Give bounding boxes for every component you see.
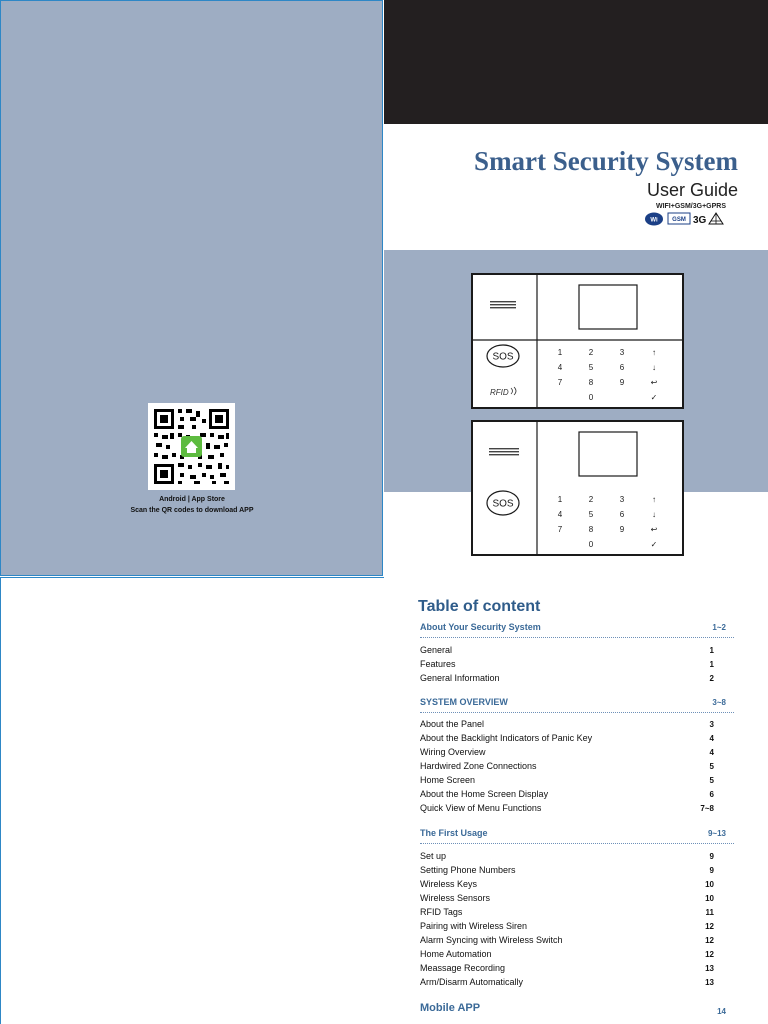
toc-item: Pairing with Wireless Siren xyxy=(420,921,528,931)
toc-item: Wireless Keys xyxy=(420,879,478,889)
toc-item: About the Home Screen Display xyxy=(420,789,549,799)
keypad-key: 9 xyxy=(619,378,625,387)
toc-item: Features xyxy=(420,659,456,669)
toc-item-page: 7~8 xyxy=(700,804,714,813)
toc-item: Meassage Recording xyxy=(420,963,506,973)
keypad-key: 1 xyxy=(557,495,563,504)
keypad-key: 0 xyxy=(588,393,594,402)
toc-item-page: 4 xyxy=(709,748,714,757)
toc-section-rule xyxy=(420,637,734,638)
toc-section-pages: 3~8 xyxy=(712,698,726,707)
toc-section-pages: 9~13 xyxy=(707,829,726,838)
keypad-key: 9 xyxy=(619,525,625,534)
qr-code xyxy=(148,403,235,490)
toc-item-page: 5 xyxy=(709,762,714,771)
svg-text:GSM: GSM xyxy=(672,217,686,223)
speaker-grille-icon xyxy=(490,301,516,308)
keypad-key: 4 xyxy=(557,510,563,519)
toc-item-page: 13 xyxy=(705,978,714,987)
network-icons xyxy=(644,211,728,227)
toc-item: Arm/Disarm Automatically xyxy=(420,977,524,987)
toc-section-heading: Mobile APP xyxy=(420,1002,481,1014)
keypad-key: ↩ xyxy=(650,525,658,534)
keypad-key: 4 xyxy=(557,363,563,372)
keypad-key: 7 xyxy=(557,525,563,534)
rfid-label: RFID xyxy=(490,388,509,397)
qr-caption-platforms: Android | App Store xyxy=(159,496,225,503)
keypad-key: 2 xyxy=(588,495,594,504)
toc-item-page: 4 xyxy=(709,734,714,743)
keypad-key: ↓ xyxy=(652,363,656,372)
toc-item-page: 9 xyxy=(709,866,714,875)
toc-item-page: 10 xyxy=(705,880,714,889)
alarm-panel-bottom xyxy=(472,421,683,555)
toc-item: Wiring Overview xyxy=(420,747,486,757)
alarm-panel-illustration xyxy=(384,250,768,576)
toc-title: Table of content xyxy=(418,598,541,615)
toc-item: Home Automation xyxy=(420,949,492,959)
cover-title: Smart Security System xyxy=(474,146,738,176)
toc-section-pages: 14 xyxy=(717,1007,726,1016)
toc-item-page: 12 xyxy=(705,922,714,931)
toc-item: RFID Tags xyxy=(420,907,463,917)
qr-caption xyxy=(100,494,284,516)
toc-section-heading: The First Usage xyxy=(420,828,488,838)
lcd-screen xyxy=(579,285,637,329)
toc-item-page: 5 xyxy=(709,776,714,785)
wifi-icon xyxy=(645,213,663,226)
toc-item: General xyxy=(420,645,453,655)
toc-item: Quick View of Menu Functions xyxy=(420,803,542,813)
toc-item-page: 9 xyxy=(709,852,714,861)
toc-section-heading: About Your Security System xyxy=(420,622,541,632)
svg-text:3G: 3G xyxy=(693,215,707,226)
toc-item-page: 1 xyxy=(709,660,714,669)
keypad-key: 6 xyxy=(619,363,625,372)
toc-item: Set up xyxy=(420,851,447,861)
keypad-key: 5 xyxy=(588,363,594,372)
gsm-icon xyxy=(668,213,690,224)
keypad-key: ✓ xyxy=(650,393,658,402)
toc-section-heading: SYSTEM OVERVIEW xyxy=(420,697,508,707)
keypad-key: ↩ xyxy=(650,378,658,387)
keypad-key: 5 xyxy=(588,510,594,519)
keypad-key: ↓ xyxy=(652,510,656,519)
keypad-key: 6 xyxy=(619,510,625,519)
keypad-key: ✓ xyxy=(650,540,658,549)
sos-label: SOS xyxy=(492,351,514,363)
toc-item-page: 12 xyxy=(705,936,714,945)
keypad-key: 8 xyxy=(588,525,594,534)
toc-item-page: 2 xyxy=(709,674,714,683)
toc-item: Hardwired Zone Connections xyxy=(420,761,537,771)
keypad-key: 3 xyxy=(619,495,625,504)
keypad-key: 3 xyxy=(619,348,625,357)
toc-item-page: 3 xyxy=(709,720,714,729)
cover-black-band xyxy=(384,0,768,124)
gprs-icon xyxy=(709,213,723,224)
qr-caption-instruction: Scan the QR codes to download APP xyxy=(130,507,254,514)
toc-item-page: 11 xyxy=(705,908,714,917)
keypad-key: 1 xyxy=(557,348,563,357)
toc-item-page: 12 xyxy=(705,950,714,959)
keypad-key: 7 xyxy=(557,378,563,387)
keypad-key: 8 xyxy=(588,378,594,387)
toc-item: Home Screen xyxy=(420,775,476,785)
alarm-panel-top xyxy=(472,274,683,408)
inner-left-page xyxy=(0,577,384,1024)
toc-item-page: 10 xyxy=(705,894,714,903)
toc-item: About the Panel xyxy=(420,719,485,729)
toc-item: General Information xyxy=(420,673,500,683)
toc-item: Alarm Syncing with Wireless Switch xyxy=(420,935,563,945)
keypad-key: ↑ xyxy=(652,495,656,504)
cover-subtitle: User Guide xyxy=(646,180,738,200)
3g-icon xyxy=(693,215,707,226)
keypad-key: ↑ xyxy=(652,348,656,357)
keypad-key: 0 xyxy=(588,540,594,549)
sos-label: SOS xyxy=(492,498,514,510)
toc-item: Setting Phone Numbers xyxy=(420,865,516,875)
toc-item-page: 1 xyxy=(709,646,714,655)
toc-item: About the Backlight Indicators of Panic Key xyxy=(420,733,593,743)
toc-section-rule xyxy=(420,712,734,713)
toc-item-page: 13 xyxy=(705,964,714,973)
cover-network-line: WIFI+GSM/3G+GPRS xyxy=(655,203,726,210)
toc-item-page: 6 xyxy=(709,790,714,799)
svg-text:Wi: Wi xyxy=(650,217,658,224)
toc-section-rule xyxy=(420,843,734,844)
qr-code-icon xyxy=(148,403,235,490)
lcd-screen xyxy=(579,432,637,476)
toc-section-pages: 1~2 xyxy=(712,623,726,632)
toc-item: Wireless Sensors xyxy=(420,893,491,903)
speaker-grille-icon xyxy=(489,448,519,455)
keypad-key: 2 xyxy=(588,348,594,357)
